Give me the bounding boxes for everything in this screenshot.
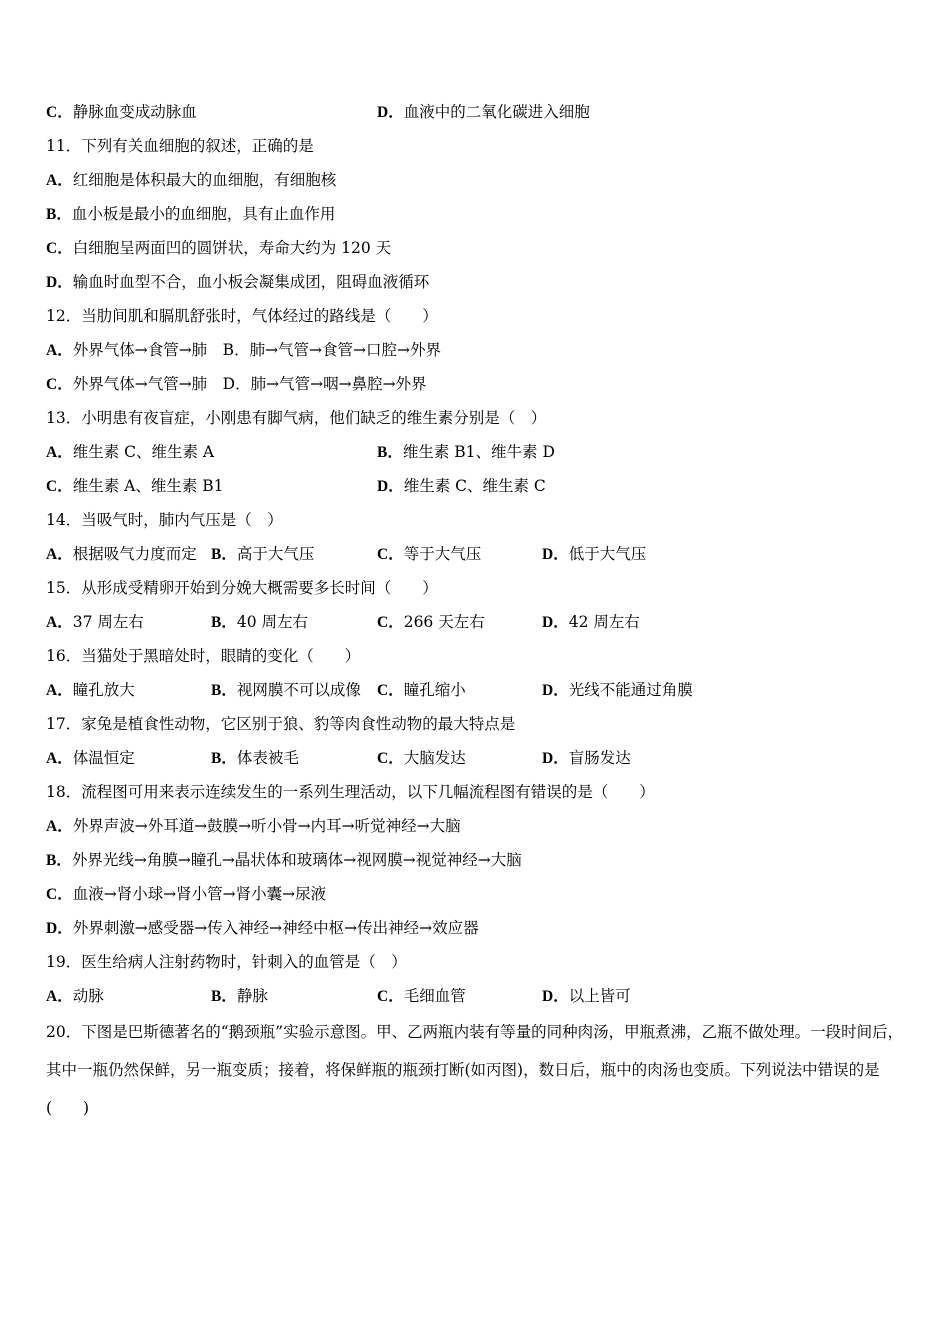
option-text: 外界光线→角膜→瞳孔→晶状体和玻璃体→视网膜→视觉神经→大脑 (71, 851, 522, 869)
option-cell (377, 741, 466, 776)
option-line (46, 231, 908, 265)
option-label: A． (46, 988, 73, 1005)
option-text: 红细胞是体积最大的血细胞，有细胞核 (72, 171, 337, 189)
option-label: B． (211, 546, 237, 563)
option-text: 大脑发达 (403, 749, 466, 767)
option-label: D． (542, 750, 569, 767)
option-line (46, 333, 908, 367)
option-cell (542, 741, 631, 776)
option-row (46, 537, 908, 571)
option-label: B． (211, 614, 237, 631)
option-cell (377, 605, 485, 640)
option-label: B． (46, 206, 72, 223)
option-row (46, 673, 908, 707)
option-text: 42 周左右 (568, 613, 640, 631)
option-cell (46, 435, 214, 470)
option-text: 根据吸气力度而定 (72, 545, 197, 563)
option-cell (211, 673, 361, 708)
option-text: 等于大气压 (403, 545, 482, 563)
question-paragraph: 20．下图是巴斯德著名的“鹅颈瓶”实验示意图。甲、乙两瓶内装有等量的同种肉汤，甲瓶煮沸，乙瓶不做处理。一段时间后，其中一瓶仍然保鲜，另一瓶变质；接着，将保鲜瓶的瓶颈打断(如丙图)，数日后，瓶中的肉汤也变质。下列说法中错误的是( ) (46, 1023, 904, 1117)
question-line: 13．小明患有夜盲症，小刚患有脚气病，他们缺乏的维生素分别是（ ） (46, 409, 547, 427)
option-row (46, 435, 908, 469)
option-cell (46, 605, 144, 640)
question-line: 15．从形成受精卵开始到分娩大概需要多长时间（ ） (46, 579, 438, 597)
option-text: 血小板是最小的血细胞，具有止血作用 (71, 205, 336, 223)
option-label: D． (542, 614, 569, 631)
option-row (46, 741, 908, 775)
option-cell (542, 537, 646, 572)
option-label: D． (46, 920, 73, 937)
option-text: 血液→肾小球→肾小管→肾小囊→尿液 (72, 885, 327, 903)
option-cell (46, 979, 104, 1014)
option-label: A． (46, 172, 73, 189)
option-label: D． (542, 546, 569, 563)
option-text: 低于大气压 (568, 545, 647, 563)
option-cell (46, 469, 224, 504)
option-text: 37 周左右 (72, 613, 144, 631)
option-text: 白细胞呈两面凹的圆饼状，寿命大约为 120 天 (72, 239, 392, 257)
option-text: 瞳孔放大 (72, 681, 135, 699)
option-label: A． (46, 682, 73, 699)
option-line (46, 197, 908, 231)
question-line: 12．当肋间肌和膈肌舒张时，气体经过的路线是（ ） (46, 307, 438, 325)
option-text: 40 周左右 (236, 613, 308, 631)
option-label: A． (46, 444, 73, 461)
option-cell (377, 979, 466, 1014)
option-text: 光线不能通过角膜 (568, 681, 693, 699)
option-text: 维生素 A、维生素 B1 (72, 477, 224, 495)
option-cell (542, 605, 640, 640)
option-line (46, 911, 908, 945)
option-label: C． (46, 240, 73, 257)
option-label: B． (211, 988, 237, 1005)
option-line (46, 809, 908, 843)
option-label: A． (46, 750, 73, 767)
option-cell (211, 979, 268, 1014)
question-line: 14．当吸气时，肺内气压是（ ） (46, 511, 283, 529)
option-cell (211, 741, 299, 776)
option-text: 毛细血管 (403, 987, 466, 1005)
option-label: D． (542, 682, 569, 699)
option-row (46, 469, 908, 503)
option-text: 266 天左右 (403, 613, 485, 631)
option-cell (377, 469, 546, 504)
option-cell (46, 673, 135, 708)
option-text: 动脉 (72, 987, 104, 1005)
option-row (46, 605, 908, 639)
option-cell (211, 605, 308, 640)
option-line (46, 367, 908, 401)
option-text: 输血时血型不合，血小板会凝集成团，阻碍血液循环 (72, 273, 430, 291)
option-line (46, 265, 908, 299)
option-text: 维生素 C、维生素 C (403, 477, 546, 495)
option-cell (46, 95, 197, 130)
option-row (46, 95, 908, 129)
option-line (46, 877, 908, 911)
option-row (46, 979, 908, 1013)
option-cell (377, 95, 590, 130)
option-label: A． (46, 614, 73, 631)
option-cell (377, 537, 481, 572)
option-text: 高于大气压 (236, 545, 315, 563)
option-text: 瞳孔缩小 (403, 681, 466, 699)
option-label: A． (46, 546, 73, 563)
option-label: A． (46, 342, 73, 359)
option-label: B． (377, 444, 403, 461)
option-text: 外界气体→食管→肺 B．肺→气管→食管→口腔→外界 (72, 341, 442, 359)
option-text: 以上皆可 (568, 987, 631, 1005)
option-cell (542, 673, 693, 708)
option-text: 静脉 (236, 987, 268, 1005)
option-label: C． (377, 614, 404, 631)
option-label: C． (46, 376, 73, 393)
option-text: 维生素 C、维生素 A (72, 443, 215, 461)
option-label: C． (377, 750, 404, 767)
option-cell (46, 537, 197, 572)
option-text: 外界声波→外耳道→鼓膜→听小骨→内耳→听觉神经→大脑 (72, 817, 461, 835)
option-label: D． (542, 988, 569, 1005)
question-line: 19．医生给病人注射药物时，针刺入的血管是（ ） (46, 953, 407, 971)
option-cell (377, 435, 555, 470)
question-line: 17．家兔是植食性动物，它区别于狼、豹等肉食性动物的最大特点是 (46, 715, 516, 733)
option-label: C． (377, 546, 404, 563)
option-label: C． (377, 682, 404, 699)
question-line: 18．流程图可用来表示连续发生的一系列生理活动，以下几幅流程图有错误的是（ ） (46, 783, 655, 801)
option-text: 外界刺激→感受器→传入神经→神经中枢→传出神经→效应器 (72, 919, 479, 937)
option-text: 视网膜不可以成像 (236, 681, 361, 699)
document-page (46, 95, 908, 1127)
option-text: 盲肠发达 (568, 749, 631, 767)
option-label: C． (46, 886, 73, 903)
option-cell (46, 741, 135, 776)
option-label: A． (46, 818, 73, 835)
option-line (46, 843, 908, 877)
option-label: B． (46, 852, 72, 869)
option-cell (377, 673, 466, 708)
question-line: 11．下列有关血细胞的叙述，正确的是 (46, 137, 314, 155)
option-text: 体表被毛 (236, 749, 299, 767)
option-cell (211, 537, 314, 572)
option-text: 维生素 B1、维牛素 D (402, 443, 555, 461)
option-label: B． (211, 682, 237, 699)
option-label: D． (46, 274, 73, 291)
option-text: 外界气体→气管→肺 D．肺→气管→咽→鼻腔→外界 (72, 375, 427, 393)
option-line (46, 163, 908, 197)
question-line: 16．当猫处于黑暗处时，眼睛的变化（ ） (46, 647, 361, 665)
option-label: D． (377, 104, 404, 121)
option-label: C． (377, 988, 404, 1005)
option-text: 体温恒定 (72, 749, 135, 767)
option-cell (542, 979, 631, 1014)
option-label: B． (211, 750, 237, 767)
option-label: C． (46, 104, 73, 121)
option-label: D． (377, 478, 404, 495)
option-text: 静脉血变成动脉血 (72, 103, 197, 121)
option-text: 血液中的二氧化碳进入细胞 (403, 103, 590, 121)
option-label: C． (46, 478, 73, 495)
